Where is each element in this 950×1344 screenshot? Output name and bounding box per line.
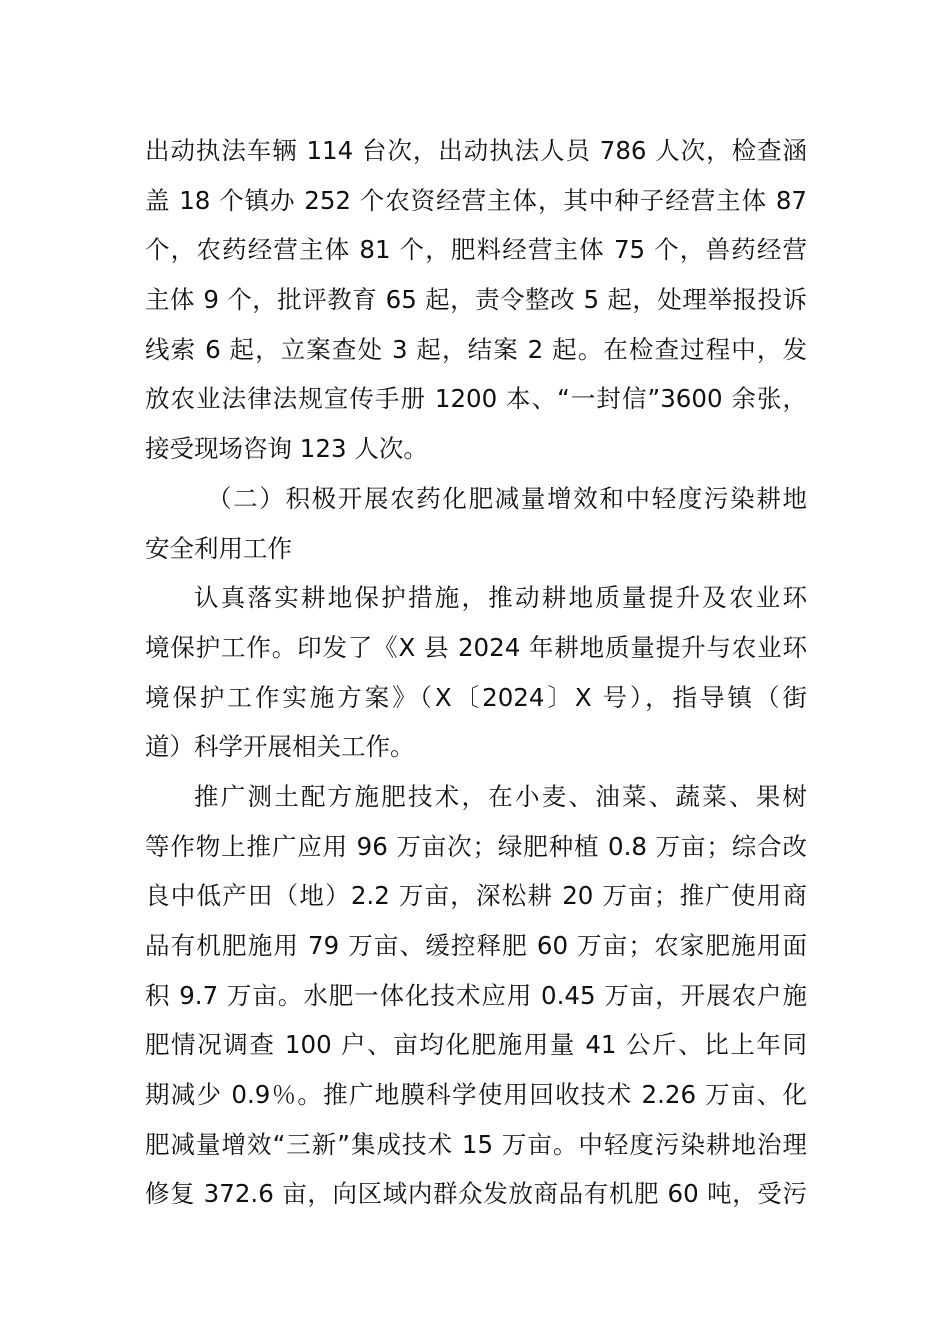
paragraph-fertilizer-technology — [145, 772, 807, 1219]
paragraph-farmland-protection — [145, 573, 807, 772]
heading-line: 安全利用工作 — [145, 533, 292, 563]
text-line: 个，农药经营主体 81 个，肥料经营主体 75 个，兽药经营 — [145, 235, 807, 265]
document-body — [145, 126, 807, 1219]
text-line: 期减少 0.9％。推广地膜科学使用回收技术 2.26 万亩、化 — [145, 1080, 807, 1110]
text-line: 出动执法车辆 114 台次，出动执法人员 786 人次，检查涵 — [145, 136, 807, 165]
text-line: 良中低产田（地）2.2 万亩，深松耕 20 万亩；推广使用商 — [145, 881, 807, 911]
text-line: 修复 372.6 亩，向区域内群众发放商品有机肥 60 吨，受污 — [145, 1179, 807, 1209]
text-line: 境保护工作。印发了《X 县 2024 年耕地质量提升与农业环 — [145, 632, 807, 662]
text-line: 肥减量增效“三新”集成技术 15 万亩。中轻度污染耕地治理 — [145, 1129, 807, 1159]
text-line: 品有机肥施用 79 万亩、缓控释肥 60 万亩；农家肥施用面 — [145, 931, 807, 960]
text-line: 盖 18 个镇办 252 个农资经营主体，其中种子经营主体 87 — [145, 185, 807, 215]
text-line: 肥情况调查 100 户、亩均化肥施用量 41 公斤、比上年同 — [145, 1030, 807, 1060]
text-line: 积 9.7 万亩。水肥一体化技术应用 0.45 万亩，开展农户施 — [145, 980, 807, 1010]
text-line: 境保护工作实施方案》（X〔2024〕X 号），指导镇（街 — [145, 682, 807, 712]
text-line: 线索 6 起，立案查处 3 起，结案 2 起。在检查过程中，发 — [145, 334, 807, 364]
text-line: 等作物上推广应用 96 万亩次；绿肥种植 0.8 万亩；综合改 — [145, 831, 807, 861]
text-line: 主体 9 个，批评教育 65 起，责令整改 5 起，处理举报投诉 — [145, 285, 807, 315]
section-heading — [145, 474, 807, 573]
text-line: 道）科学开展相关工作。 — [145, 732, 415, 762]
text-line: 认真落实耕地保护措施，推动耕地质量提升及农业环 — [194, 583, 807, 613]
text-line: 放农业法律法规宣传手册 1200 本、“一封信”3600 余张， — [145, 384, 807, 414]
paragraph-enforcement-stats — [145, 126, 807, 474]
heading-line: （二）积极开展农药化肥减量增效和中轻度污染耕地 — [207, 483, 807, 513]
text-line: 推广测土配方施肥技术，在小麦、油菜、蔬菜、果树 — [194, 781, 807, 811]
text-line: 接受现场咨询 123 人次。 — [145, 434, 428, 464]
